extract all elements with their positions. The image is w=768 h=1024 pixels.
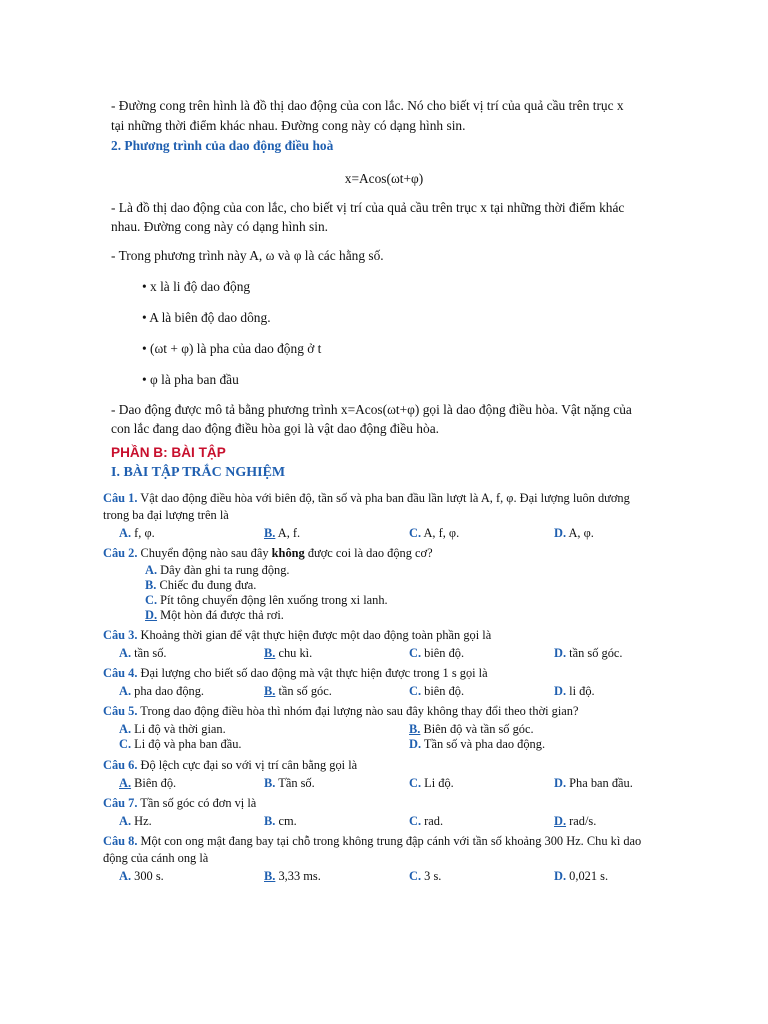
- answer-option[interactable]: [409, 525, 459, 541]
- option-letter: D.: [145, 608, 158, 622]
- option-letter: B.: [264, 869, 276, 883]
- option-text: 300 s.: [131, 869, 164, 883]
- answer-option[interactable]: [409, 736, 545, 752]
- option-text: tần số góc.: [566, 646, 623, 660]
- intro-line-2: tại những thời điểm khác nhau. Đường cong này có dạng hình sin.: [111, 118, 466, 133]
- question-7: [103, 795, 256, 811]
- answer-option[interactable]: [409, 721, 534, 737]
- option-letter: D.: [554, 646, 567, 660]
- section-2-heading: 2. Phương trình của dao động điều hoà: [111, 138, 334, 153]
- option-letter: B.: [145, 578, 157, 592]
- question-text: Trong dao động điều hòa thì nhóm đại lượng nào sau đây không thay đổi theo thời gian?: [137, 704, 579, 718]
- option-text: Chiếc đu đung đưa.: [156, 578, 257, 592]
- answer-option[interactable]: [145, 592, 388, 608]
- option-letter: C.: [409, 646, 422, 660]
- option-letter: D.: [554, 869, 567, 883]
- question-text: Đại lượng cho biết số dao động mà vật thực hiện được trong 1 s gọi là: [137, 666, 488, 680]
- answer-option[interactable]: [119, 868, 164, 884]
- option-text: pha dao động.: [131, 684, 204, 698]
- bullet-item: • (ωt + φ) là pha của dao động ở t: [142, 341, 322, 356]
- option-text: rad/s.: [566, 814, 597, 828]
- option-letter: A.: [119, 684, 132, 698]
- answer-option[interactable]: [119, 525, 155, 541]
- option-text: Một hòn đá được thả rơi.: [157, 608, 284, 622]
- section-2-p2: - Trong phương trình này A, ω và φ là các hằng số.: [111, 248, 384, 263]
- answer-option[interactable]: [264, 813, 297, 829]
- option-letter: B.: [409, 722, 421, 736]
- section-2-p1-line-1: - Là đồ thị dao động của con lắc, cho biết vị trí của quả cầu trên trục x tại những thời điểm khác: [111, 200, 625, 215]
- option-text: Pít tông chuyển động lên xuống trong xi lanh.: [157, 593, 388, 607]
- option-text: Dây đàn ghi ta rung động.: [157, 563, 290, 577]
- answer-option[interactable]: [409, 813, 443, 829]
- intro-line-1: - Đường cong trên hình là đồ thị dao động của con lắc. Nó cho biết vị trí của quả cầu trên trục x: [111, 98, 624, 113]
- option-text: 3,33 ms.: [275, 869, 321, 883]
- option-letter: C.: [409, 869, 422, 883]
- option-text: Hz.: [131, 814, 152, 828]
- question-label: Câu 6.: [103, 758, 138, 772]
- answer-option[interactable]: [119, 645, 167, 661]
- option-letter: C.: [409, 776, 422, 790]
- question-2: [103, 545, 433, 561]
- question-1-line-2: trong ba đại lượng trên là: [103, 508, 229, 522]
- option-text: A, f.: [275, 526, 301, 540]
- question-8-line-2: động của cánh ong là: [103, 851, 209, 865]
- option-letter: D.: [409, 737, 422, 751]
- question-8: [103, 833, 641, 849]
- answer-option[interactable]: [119, 721, 226, 737]
- option-text: f, φ.: [131, 526, 155, 540]
- option-letter: D.: [554, 814, 567, 828]
- option-letter: C.: [409, 526, 422, 540]
- answer-option[interactable]: [119, 683, 204, 699]
- question-label: Câu 4.: [103, 666, 138, 680]
- option-letter: B.: [264, 814, 276, 828]
- option-text: li độ.: [566, 684, 595, 698]
- bullet-item: • x là li độ dao động: [142, 279, 251, 294]
- question-label: Câu 8.: [103, 834, 138, 848]
- formula: x=Acos(ωt+φ): [344, 171, 424, 186]
- option-text: Li độ.: [421, 776, 454, 790]
- answer-option[interactable]: [145, 607, 284, 623]
- option-text: A, φ.: [566, 526, 594, 540]
- question-5: [103, 703, 579, 719]
- question-label: Câu 1.: [103, 491, 138, 505]
- answer-option[interactable]: [409, 683, 464, 699]
- bullet-item: • φ là pha ban đầu: [142, 372, 239, 387]
- option-text: cm.: [275, 814, 297, 828]
- answer-option[interactable]: [119, 736, 242, 752]
- question-1: [103, 490, 630, 506]
- question-text-bold: không: [271, 546, 305, 560]
- option-text: Tần số và pha dao động.: [421, 737, 546, 751]
- answer-option[interactable]: [119, 813, 152, 829]
- answer-option[interactable]: [554, 683, 595, 699]
- option-text: tần số.: [131, 646, 167, 660]
- option-text: rad.: [421, 814, 444, 828]
- option-letter: B.: [264, 684, 276, 698]
- answer-option[interactable]: [409, 775, 454, 791]
- option-text: A, f, φ.: [421, 526, 460, 540]
- answer-option[interactable]: [409, 645, 464, 661]
- answer-option[interactable]: [554, 645, 622, 661]
- question-text: Độ lệch cực đại so với vị trí cân bằng gọi là: [137, 758, 358, 772]
- bullet-item: • A là biên độ dao dông.: [142, 310, 271, 325]
- answer-option[interactable]: [145, 577, 256, 593]
- option-letter: C.: [409, 684, 422, 698]
- option-letter: D.: [554, 684, 567, 698]
- answer-option[interactable]: [264, 525, 300, 541]
- question-label: Câu 3.: [103, 628, 138, 642]
- option-letter: A.: [119, 526, 132, 540]
- option-letter: A.: [119, 869, 132, 883]
- answer-option[interactable]: [554, 813, 596, 829]
- option-letter: C.: [145, 593, 158, 607]
- option-text: tần số góc.: [275, 684, 332, 698]
- option-text: Biên độ.: [131, 776, 177, 790]
- question-4: [103, 665, 488, 681]
- option-letter: C.: [409, 814, 422, 828]
- option-text: chu kì.: [275, 646, 313, 660]
- question-text: Một con ong mật đang bay tại chỗ trong không trung đập cánh với tần số khoảng 300 Hz. Chu kì dao: [137, 834, 642, 848]
- option-letter: A.: [119, 814, 132, 828]
- option-text: 3 s.: [421, 869, 442, 883]
- option-text: Tần số.: [275, 776, 315, 790]
- question-label: Câu 5.: [103, 704, 138, 718]
- option-letter: A.: [119, 646, 132, 660]
- answer-option[interactable]: [554, 525, 594, 541]
- option-text: Li độ và thời gian.: [131, 722, 226, 736]
- question-text: Chuyển động nào sau đây: [137, 546, 272, 560]
- answer-option[interactable]: [554, 868, 608, 884]
- section-2-p1-line-2: nhau. Đường cong này có dạng hình sin.: [111, 219, 329, 234]
- option-letter: A.: [119, 722, 132, 736]
- answer-option[interactable]: [554, 775, 633, 791]
- answer-option[interactable]: [264, 683, 332, 699]
- option-text: Pha ban đầu.: [566, 776, 633, 790]
- option-text: biên độ.: [421, 646, 465, 660]
- answer-option[interactable]: [264, 775, 315, 791]
- option-text: Li độ và pha ban đầu.: [131, 737, 242, 751]
- option-letter: C.: [119, 737, 132, 751]
- question-6: [103, 757, 357, 773]
- section-2-p3-line-2: con lắc đang dao động điều hòa gọi là vật dao động điều hòa.: [111, 421, 439, 436]
- option-letter: B.: [264, 646, 276, 660]
- option-text: biên độ.: [421, 684, 465, 698]
- section-2-p3-line-1: - Dao động được mô tả bằng phương trình x=Acos(ωt+φ) gọi là dao động điều hòa. Vật nặng của: [111, 402, 632, 417]
- question-text: được coi là dao động cơ?: [304, 546, 433, 560]
- answer-option[interactable]: [145, 562, 290, 578]
- answer-option[interactable]: [264, 868, 321, 884]
- option-letter: B.: [264, 776, 276, 790]
- option-letter: A.: [145, 563, 158, 577]
- answer-option[interactable]: [264, 645, 312, 661]
- question-text: Tần số góc có đơn vị là: [137, 796, 257, 810]
- part-b-heading: PHẦN B: BÀI TẬP: [111, 445, 226, 460]
- option-letter: B.: [264, 526, 276, 540]
- option-letter: A.: [119, 776, 132, 790]
- answer-option[interactable]: [409, 868, 441, 884]
- option-letter: D.: [554, 526, 567, 540]
- option-letter: D.: [554, 776, 567, 790]
- option-text: 0,021 s.: [566, 869, 609, 883]
- question-label: Câu 7.: [103, 796, 138, 810]
- question-text: Khoảng thời gian để vật thực hiện được một dao động toàn phần gọi là: [137, 628, 492, 642]
- section-i-heading: I. BÀI TẬP TRẮC NGHIỆM: [111, 465, 286, 480]
- question-text: Vật dao động điều hòa với biên độ, tần số và pha ban đầu lần lượt là A, f, φ. Đại lượng luôn dương: [137, 491, 630, 505]
- question-label: Câu 2.: [103, 546, 138, 560]
- answer-option[interactable]: [119, 775, 176, 791]
- option-text: Biên độ và tần số góc.: [420, 722, 534, 736]
- question-3: [103, 627, 491, 643]
